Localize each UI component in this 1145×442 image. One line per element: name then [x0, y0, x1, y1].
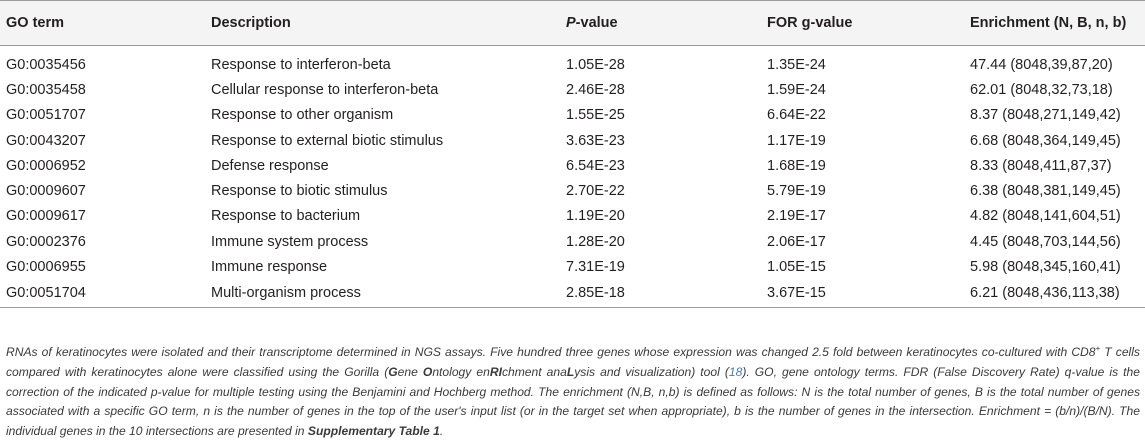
- cell-enrichment: 6.38 (8048,381,149,45): [970, 183, 1121, 200]
- header-enrichment: Enrichment (N, B, n, b): [964, 1, 1145, 46]
- cell-go-term: G0:0043207: [6, 132, 86, 149]
- supplementary-table-link[interactable]: Supplementary Table 1: [307, 424, 440, 439]
- cell-enrichment: 6.21 (8048,436,113,38): [964, 280, 1145, 308]
- cell-description: Immune system process: [211, 233, 369, 250]
- footnote-superscript: +: [1095, 344, 1101, 354]
- table-row: [0, 229, 1145, 254]
- cell-fdr: 1.05E-15: [767, 259, 826, 276]
- cell-p-value: 1.28E-20: [566, 233, 625, 250]
- footnote-text: T cells compared with keratinocytes alone were classified using the Gorilla (: [6, 345, 1140, 379]
- cell-enrichment: 4.82 (8048,141,604,51): [970, 208, 1121, 225]
- footnote-text: chment ana: [501, 364, 567, 379]
- cell-p-value: 1.19E-20: [566, 208, 625, 225]
- cell-fdr: 1.68E-19: [767, 157, 826, 174]
- cell-go-term: G0:0009607: [6, 183, 86, 200]
- reference-link[interactable]: 18: [728, 364, 743, 379]
- table-row: [0, 178, 1145, 203]
- table-row: [0, 46, 1145, 78]
- header-fdr: FOR g-value: [761, 1, 964, 46]
- cell-description: Cellular response to interferon-beta: [211, 81, 439, 98]
- cell-description: Response to bacterium: [211, 208, 361, 225]
- cell-description: Immune response: [211, 259, 328, 276]
- cell-go-term: G0:0009617: [6, 208, 86, 225]
- cell-p-value: 6.54E-23: [566, 157, 625, 174]
- table-row: [0, 254, 1145, 279]
- cell-p-value: 1.55E-25: [566, 107, 625, 124]
- footnote-text: ene: [397, 364, 423, 379]
- footnote-text: ysis and visualization) tool (: [574, 364, 729, 379]
- cell-fdr: 1.59E-24: [767, 81, 826, 98]
- cell-fdr: 1.17E-19: [767, 132, 826, 149]
- table-row: [0, 280, 1145, 308]
- table-row: [0, 77, 1145, 102]
- cell-enrichment: 8.33 (8048,411,87,37): [970, 157, 1112, 174]
- cell-fdr: 6.64E-22: [767, 107, 826, 124]
- header-go-term: GO term: [0, 1, 205, 46]
- cell-go-term: G0:0035456: [6, 56, 86, 73]
- cell-p-value: 2.85E-18: [560, 280, 761, 308]
- cell-p-value: 7.31E-19: [566, 259, 625, 276]
- cell-description: Response to biotic stimulus: [211, 183, 388, 200]
- cell-go-term: G0:0006955: [6, 259, 86, 276]
- gorilla-letter: RI: [489, 364, 502, 379]
- cell-fdr: 2.19E-17: [767, 208, 826, 225]
- gorilla-letter: O: [422, 364, 433, 379]
- footnote-text: ). GO, gene ontology terms. FDR (False Discovery Rate) q-value is the correction of the indicated p-value for multiple testing using the Benjamini and Hochberg method. The enrichment (N,B, n,b) is defined as follows: N is the total number of genes, B is the total number of genes associated with a specific GO term, n is the number of genes in the top of the user's input list (or in the target set when appropriate), b is the number of genes in the intersection. Enrichment = (b/n)/(B/N). The individual genes in the 10 intersections are presented in: [6, 364, 1140, 439]
- gorilla-letter: G: [388, 364, 398, 379]
- table-row: [0, 128, 1145, 153]
- header-p-italic: P: [566, 15, 576, 31]
- cell-fdr: 5.79E-19: [767, 183, 826, 200]
- cell-go-term: G0:0002376: [6, 233, 86, 250]
- footnote-text: ntology en: [432, 364, 490, 379]
- header-p-suffix: -value: [575, 15, 618, 31]
- footnote-text: .: [439, 424, 444, 439]
- cell-description: Multi-organism process: [205, 280, 560, 308]
- cell-description: Defense response: [211, 157, 329, 174]
- cell-p-value: 3.63E-23: [566, 132, 625, 149]
- cell-description: Response to external biotic stimulus: [211, 132, 444, 149]
- cell-enrichment: 62.01 (8048,32,73,18): [970, 81, 1113, 98]
- header-description: Description: [205, 1, 560, 46]
- cell-enrichment: 5.98 (8048,345,160,41): [970, 259, 1121, 276]
- cell-fdr: 2.06E-17: [767, 233, 826, 250]
- cell-go-term: G0:0051704: [0, 280, 205, 308]
- cell-go-term: G0:0006952: [6, 157, 86, 174]
- cell-fdr: 1.35E-24: [767, 56, 826, 73]
- table-header-row: [0, 1, 1145, 46]
- cell-enrichment: 47.44 (8048,39,87,20): [970, 56, 1113, 73]
- cell-go-term: G0:0051707: [6, 107, 86, 124]
- gorilla-letter: L: [566, 364, 575, 379]
- table-row: [0, 153, 1145, 178]
- footnote-text: RNAs of keratinocytes were isolated and their transcriptome determined in NGS assays. Five hundred three genes whose expression was changed 2.5 fold between keratinocytes co-cultured with CD8: [6, 345, 1096, 360]
- cell-p-value: 2.70E-22: [566, 183, 625, 200]
- table-row: [0, 103, 1145, 128]
- cell-description: Response to interferon-beta: [211, 56, 391, 73]
- cell-fdr: 3.67E-15: [761, 280, 964, 308]
- cell-p-value: 2.46E-28: [566, 81, 625, 98]
- table-row: [0, 204, 1145, 229]
- cell-enrichment: 6.68 (8048,364,149,45): [970, 132, 1121, 149]
- cell-enrichment: 4.45 (8048,703,144,56): [970, 233, 1121, 250]
- cell-p-value: 1.05E-28: [566, 56, 625, 73]
- cell-go-term: G0:0035458: [6, 81, 86, 98]
- cell-enrichment: 8.37 (8048,271,149,42): [970, 107, 1121, 124]
- cell-description: Response to other organism: [211, 107, 394, 124]
- table-footnote: [6, 343, 1140, 442]
- header-p-value: [560, 1, 761, 46]
